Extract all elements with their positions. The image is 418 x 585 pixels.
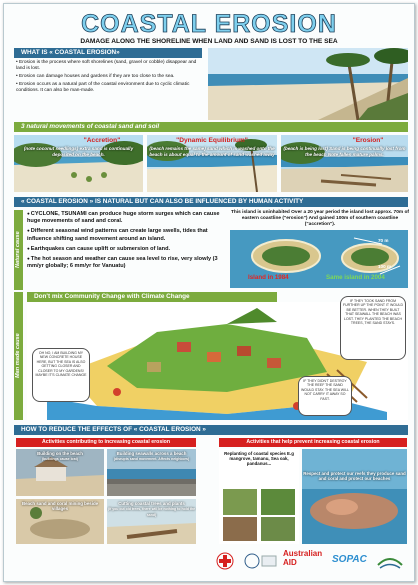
partner-logo xyxy=(244,552,278,575)
speech-bubble-bottom: IF THEY DIDN'T DESTROY THE REEF THE SAND WOULD STAY. THE SEA WILL NOT CARRY IT AWAY SO FAST. xyxy=(298,376,352,416)
island-1984-label: Island in 1984 xyxy=(248,274,289,281)
natural-cause-item: ● CYCLONE, TSUNAMI can produce huge storm surges which can cause huge movements of sand and coral. xyxy=(27,210,225,226)
island-inset-text: This island is uninhabited Over a 20 year period the island lost approx. 70m of eastern coastline ("erosion") And gained 100m of southern coastline ("accretion"). xyxy=(230,210,410,227)
tile-label: Building seawalls across a beach xyxy=(116,451,187,456)
tile-label: Beach sand and coral mining beside villages xyxy=(21,501,99,512)
speech-bubble-left: OH NO, I AM BUILDING MY NEW CONCRETE HOUSE HERE, BUT THE SEA IS ALSO GETTING CLOSER AND CLOSER TO MY GARDENS! MAYBE IT'S CLIMATE CHANGE xyxy=(32,348,90,402)
natural-cause-label: Natural cause xyxy=(14,210,23,290)
natural-cause-item: ● Different seasonal wind patterns can create large swells, tides that influence shifting sand movement around an island. xyxy=(27,227,225,243)
equilibrium-text: (beach remains the same) sand which is washed onto the beach is about equal to the amount of sand washed away xyxy=(149,146,275,157)
beach-photo-top xyxy=(208,48,408,120)
what-is-p2: • Erosion can damage houses and gardens if they are too close to the sea. xyxy=(16,73,175,79)
equilibrium-title: "Dynamic Equilibrium" xyxy=(176,137,248,144)
natural-causes-list xyxy=(27,210,225,272)
contributing-activities-heading: Activities contributing to increasing coastal erosion xyxy=(16,438,196,447)
tile-building-on-beach xyxy=(16,449,104,496)
tile-seawalls xyxy=(107,449,196,496)
page-subtitle: DAMAGE ALONG THE SHORELINE WHEN LAND AND SAND IS LOST TO THE SEA xyxy=(80,38,338,45)
tile-label: Cutting coastal trees and plants xyxy=(118,501,185,506)
tile-label: Replanting of coastal species E.g mangrove, tamanu, Sea oak, pandanus... xyxy=(224,451,294,467)
tile-sand-mining xyxy=(16,499,104,544)
island-2004-label: Same island in 2004 xyxy=(326,274,385,281)
movements-heading: 3 natural movements of coastal sand and soil xyxy=(14,122,408,132)
tile-sublabel: (buildings cause lost) xyxy=(42,457,78,462)
what-is-text xyxy=(16,60,204,94)
poster xyxy=(3,3,415,582)
natural-cause-item: ● The hot season and weather can cause sea level to rise, very slowly (3 mm/yr globally; 6 mm/yr for Vanuatu) xyxy=(27,255,225,271)
scale-70m: 70 m xyxy=(378,238,389,243)
natural-cause-item: ● Earthquakes can cause uplift or submersion of land. xyxy=(27,245,225,253)
man-made-cause-label: Man made cause xyxy=(14,292,23,420)
preventing-activities-heading: Activities that help prevent increasing coastal erosion xyxy=(219,438,407,447)
tile-label: Building on the beach xyxy=(37,451,83,456)
australian-aid-logo: Australian AID xyxy=(283,549,323,567)
tile-sublabel: (If you cut old trees, there will be nothing to hold the sand) xyxy=(107,507,196,518)
what-is-p1: • Erosion is the process where soft shorelines (sand, gravel or cobble) disappear and land is lost. xyxy=(16,60,197,72)
page-title: COASTAL EROSION xyxy=(81,10,337,38)
tile-label: Respect and protect our reefs they produce sand and coral and protect our beaches xyxy=(303,471,406,482)
red-cross-logo xyxy=(216,552,234,575)
erosion-title: "Erosion" xyxy=(352,137,384,144)
accretion-text: (note coconut seedlings) extra sand is continually deposited on the beach. xyxy=(23,146,134,157)
tile-sublabel: (disrupts sand movement. Affects neighbors) xyxy=(113,457,190,462)
reduce-heading: HOW TO REDUCE THE EFFECTS OF « COASTAL EROSION » xyxy=(14,425,408,435)
tile-cutting-trees xyxy=(107,499,196,544)
tile-replanting xyxy=(219,449,299,544)
accretion-title: "Accretion" xyxy=(83,137,121,144)
vanuatu-logo xyxy=(376,551,404,576)
community-change-banner: Don't mix Community Change with Climate Change xyxy=(27,292,277,302)
what-is-p3: • Erosion occurs as a natural part of the coastal environment due to cyclic climatic conditions. It can also be man-made. xyxy=(16,81,190,93)
scale-100m: 100 m xyxy=(378,264,392,269)
natural-heading: « COASTAL EROSION » IS NATURAL BUT CAN ALSO BE INFLUENCED BY HUMAN ACTIVITY xyxy=(14,197,408,207)
sopac-logo: SOPAC xyxy=(332,554,367,565)
what-is-heading: WHAT IS « COASTAL EROSION» xyxy=(14,48,202,58)
tile-protect-reefs xyxy=(302,449,407,544)
erosion-text: (beach is being lost) Sand is being continually lost from the beach Note fallen mature palms. xyxy=(283,146,406,157)
speech-bubble-right: IF THEY TOOK SAND FROM FURTHER UP THE POINT IT WOULD BE BETTER. WHEN THEY BUILT THAT SEAWALL THE BEACH WAS LOST. THEY PLANTED THE BEACH TREES, THE SAND STAYS. xyxy=(340,296,406,360)
